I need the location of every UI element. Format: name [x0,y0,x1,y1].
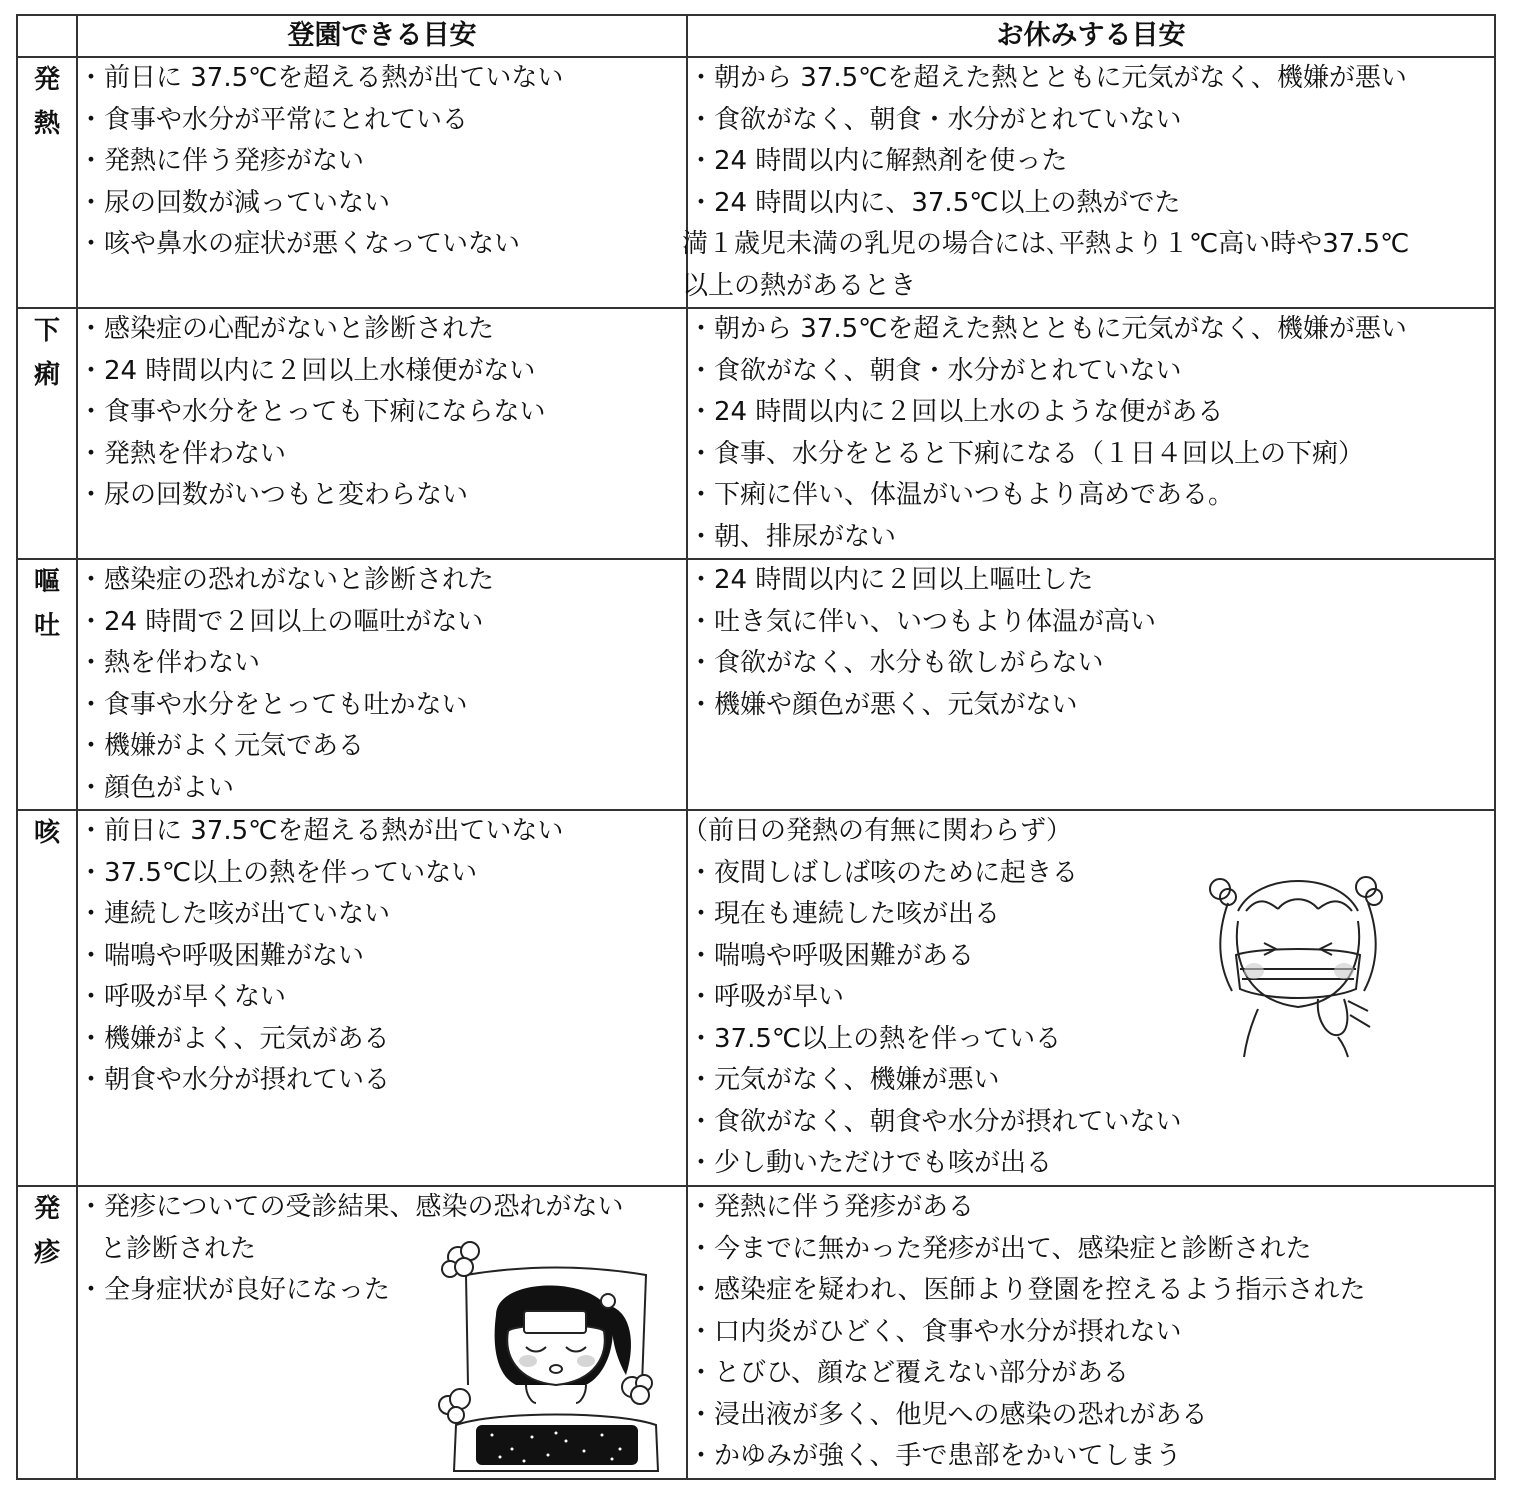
list-item: ・24 時間以内に２回以上水のような便がある [688,397,1224,427]
row-diarrhea [17,308,1495,559]
list-item: ・24 時間以内に、37.5℃以上の熱がでた [688,187,1181,218]
list-item: ・今までに無かった発疹が出て、感染症と診断された [688,1233,1312,1264]
rest-cell-diarrhea [687,308,1495,559]
rest-cell-fever [682,57,1495,308]
list-item: ・朝食や水分が摂れている [78,1065,391,1095]
list-item: ・発疹についての受診結果、感染の恐れがない [78,1192,624,1222]
list-item: 満１歳児未満の乳児の場合には､平熱より１℃高い時や37.5℃ [682,229,1410,259]
coughing-child-icon [1198,851,1398,1061]
list-item: ・発熱に伴う発疹がない [78,146,365,176]
list-item: ・かゆみが強く、手で患部をかいてしまう [688,1441,1182,1471]
list-item: ・前日に 37.5℃を超える熱が出ていない [78,63,564,93]
list-item: ・尿の回数が減っていない [78,187,391,218]
list-item: ・37.5℃以上の熱を伴っている [688,1023,1062,1054]
list-item: ・24 時間以内に解熱剤を使った [688,146,1068,176]
list-item: ・呼吸が早くない [78,982,287,1012]
list-item: ・下痢に伴い、体温がいつもより高めである。 [688,480,1235,510]
list-item: ・37.5℃以上の熱を伴っていない [78,857,478,888]
list-item: ・朝から 37.5℃を超えた熱とともに元気がなく、機嫌が悪い [688,63,1407,93]
list-item: ・発熱を伴わない [78,438,287,469]
symptom-label-diarrhea: 下 痢 [17,308,77,559]
list-item: ・食欲がなく、朝食や水分が摂れていない [688,1106,1182,1137]
symptom-label-fever: 発 熱 [17,57,77,308]
list-item: ・吐き気に伴い、いつもより体温が高い [688,606,1157,637]
header-symptom [17,15,77,57]
list-item: ・熱を伴わない [78,648,261,678]
list-item: ・食欲がなく、朝食・水分がとれていない [688,355,1182,386]
list-item: ・感染症を疑われ、医師より登園を控えるよう指示された [688,1275,1366,1305]
list-item: ・機嫌がよく元気である [78,731,365,761]
rest-cell-cough [682,810,1495,1186]
list-item: ・全身症状が良好になった [78,1275,391,1305]
list-item: ・24 時間以内に２回以上水様便がない [78,355,536,386]
list-item: ・前日に 37.5℃を超える熱が出ていない [78,816,564,846]
ok-cell-vomiting [77,559,687,810]
header-stay-home: お休みする目安 [687,15,1495,57]
ok-cell-cough [77,810,687,1186]
symptom-label-vomiting: 嘔 吐 [17,559,77,810]
list-item: ・朝、排尿がない [688,521,897,552]
row-rash [17,1186,1495,1479]
list-item: ・24 時間で２回以上の嘔吐がない [78,606,484,637]
list-item: ・感染症の恐れがないと診断された [78,565,495,595]
rest-cell-vomiting [687,559,1495,810]
sick-child-in-bed-icon [436,1235,676,1475]
list-item: ・口内炎がひどく、食事や水分が摂れない [688,1316,1182,1347]
list-item: ・食欲がなく、水分も欲しがらない [688,648,1104,678]
row-vomiting [17,559,1495,810]
list-item: ・食欲がなく、朝食・水分がとれていない [688,104,1182,135]
ok-cell-diarrhea [77,308,687,559]
list-item: と診断された [100,1233,257,1264]
list-item: ・現在も連続した咳が出る [688,899,1001,929]
row-cough [17,810,1495,1186]
ok-cell-fever [77,57,687,308]
symptom-label-cough: 咳 [17,810,77,1186]
list-item: ・夜間しばしば咳のために起きる [688,857,1079,888]
list-item: ・喘鳴や呼吸困難がない [78,940,365,971]
list-item: ・食事や水分をとっても下痢にならない [78,397,546,427]
list-item: ・浸出液が多く、他児への感染の恐れがある [688,1399,1208,1430]
header-ok-to-attend: 登園できる目安 [77,15,687,57]
list-item: ・呼吸が早い [688,982,845,1012]
list-item: ・食事や水分をとっても吐かない [78,689,468,720]
list-item: ・顔色がよい [78,772,235,803]
symptom-label-rash: 発 疹 [17,1186,77,1479]
list-item: ・感染症の心配がないと診断された [78,314,495,344]
list-item: ・尿の回数がいつもと変わらない [78,480,469,510]
ok-cell-rash [77,1186,687,1479]
list-item: （前日の発熱の有無に関わらず） [682,816,1073,846]
list-item: ・朝から 37.5℃を超えた熱とともに元気がなく、機嫌が悪い [688,314,1407,344]
list-item: ・食事や水分が平常にとれている [78,104,469,135]
rest-cell-rash [687,1186,1495,1479]
list-item: ・機嫌や顔色が悪く、元気がない [688,689,1078,720]
list-item: ・咳や鼻水の症状が悪くなっていない [78,229,521,259]
list-item: ・24 時間以内に２回以上嘔吐した [688,565,1094,595]
list-item: ・食事、水分をとると下痢になる（１日４回以上の下痢） [688,438,1365,469]
list-item: 以上の熱があるとき [682,270,917,301]
list-item: ・発熱に伴う発疹がある [688,1192,975,1222]
list-item: ・喘鳴や呼吸困難がある [688,940,975,971]
list-item: ・元気がなく、機嫌が悪い [688,1065,1000,1095]
list-item: ・機嫌がよく、元気がある [78,1023,390,1054]
list-item: ・連続した咳が出ていない [78,899,391,929]
row-fever [17,57,1495,308]
guideline-table [16,14,1496,1480]
list-item: ・とびひ、顔など覆えない部分がある [688,1358,1129,1388]
header-row [17,15,1495,57]
list-item: ・少し動いただけでも咳が出る [688,1148,1053,1178]
